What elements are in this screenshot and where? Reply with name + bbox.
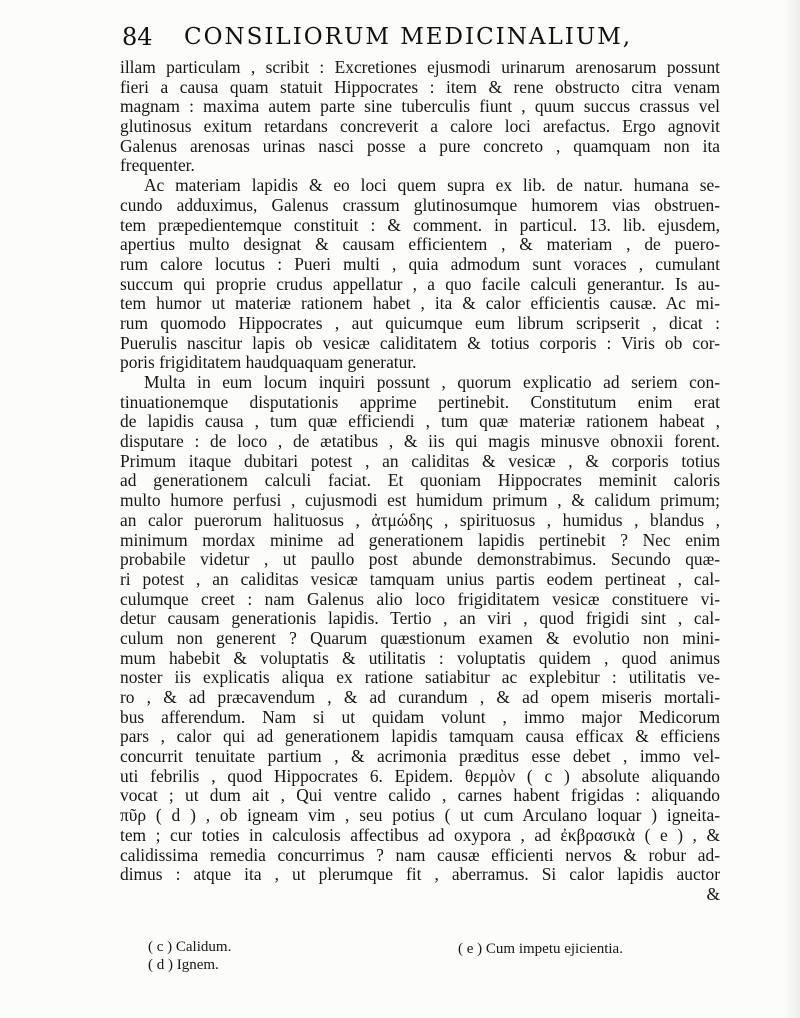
text-line: concurrit tenuitate partium , & acrimonia præditus esse debet , immo vel- [120, 747, 720, 767]
page-number: 84 [122, 23, 153, 51]
text-line: minimum mordax minime ad generationem lapidis pertinebit ? Nec enim [120, 530, 720, 550]
text-line: Primum itaque dubitari potest , an caliditas & vesicæ , & corporis totius [120, 451, 720, 471]
text-line: apertius multo designat & causam efficientem , & materiam , de puero- [120, 235, 720, 255]
text-line: tinuationemque disputationis apprime pertinebit. Constitutum enim erat [120, 392, 720, 412]
footnote-d: ( d ) Ignem. [148, 957, 219, 973]
text-line: frequenter. [120, 156, 195, 176]
text-line: cundo adduximus, Galenus crassum glutinosumque humorem vias obstruen- [120, 195, 720, 215]
text-line: Puerulis nascitur lapis ob vesicæ caliditatem & totius corporis : Viris ob cor- [120, 333, 720, 353]
text-line: illam particulam , scribit : Excretiones ejusmodi urinarum arenosarum possunt [120, 58, 720, 77]
text-line: culum non generent ? Quarum quæstionum examen & evolutio non mini- [120, 628, 720, 648]
text-line: multo humore perfusi , cujusmodi est humidum primum , & calidum primum; [120, 491, 720, 511]
text-line: magnam : maxima autem parte sine tuberculis fiunt , quum succus crassus vel [120, 97, 720, 117]
paragraph-first-line: Ac materiam lapidis & eo loci quem supra ex lib. de natur. humana se- [144, 176, 720, 196]
text-line: disputare : de loco , de ætatibus , & iis qui magis minusve obnoxii forent. [120, 432, 720, 452]
text-line: ad generationem calculi faciat. Et quoniam Hippocrates meminit caloris [120, 471, 720, 491]
text-line: calidissima remedia concurrimus ? nam causæ efficienti nervos & robur ad- [120, 845, 720, 865]
running-title: CONSILIORUM MEDICINALIUM, [184, 24, 633, 50]
text-line: tem præpedientemque constituit : & comment. in particul. 13. lib. ejusdem, [120, 215, 720, 235]
text-line: dimus : atque ita , ut plerumque fit , aberramus. Si calor lapidis auctor [120, 865, 720, 885]
text-line: an calor puerorum halituosus , ἀτμώδης , spirituosus , humidus , blandus , [120, 510, 720, 530]
page-edge-shadow [782, 0, 800, 1018]
text-line: fieri a causa quam statuit Hippocrates : item & rene obstructo citra venam [120, 77, 720, 97]
footnote-c: ( c ) Calidum. [148, 939, 232, 955]
text-line: uti febrilis , quod Hippocrates 6. Epidem. θερμὸν ( c ) absolute aliquando [120, 766, 720, 786]
text-line: Galenus arenosas urinas nasci posse a pure concreto , quamquam non ita [120, 136, 720, 156]
text-line: glutinosus exitum retardans concreverit a calore loci arefactus. Ergo agnovit [120, 117, 720, 137]
text-line: mum habebit & voluptatis & utilitatis : voluptatis quidem , quod animus [120, 648, 720, 668]
text-line: culumque creet : nam Galenus alio loco frigiditatem vesicæ constituere vi- [120, 589, 720, 609]
footnote-e: ( e ) Cum impetu ejicientia. [458, 941, 623, 957]
text-line: rum quomodo Hippocrates , aut quicumque eum librum scripserit , dicat : [120, 313, 720, 333]
paragraph-first-line: Multa in eum locum inquiri possunt , quorum explicatio ad seriem con- [144, 373, 720, 392]
text-line: poris frigiditatem haudquaquam generatur. [120, 353, 417, 373]
text-line: probabile videtur , ut paullo post abunde demonstrabimus. Secundo quæ- [120, 550, 720, 570]
text-line: succum qui proprie crudus appellatur , a quo facile calculi generantur. Is au- [120, 274, 720, 294]
catchword: & [706, 884, 720, 904]
text-line: πῦρ ( d ) , ob igneam vim , seu potius ( ut cum Arculano loquar ) igneita- [120, 806, 720, 826]
page-header [122, 22, 682, 52]
text-line: detur causam generationis lapidis. Tertio , an viri , quod frigidi sint , cal- [120, 609, 720, 629]
text-line: tem humor ut materiæ rationem habet , ita & calor efficientis causæ. Ac mi- [120, 294, 720, 314]
text-line: vocat ; ut dum ait , Qui ventre calido , carnes habent frigidas : aliquando [120, 786, 720, 806]
text-line: ri potest , an caliditas vesicæ tamquam unius partis eodem pertineat , cal- [120, 569, 720, 589]
text-line: bus afferendum. Nam si ut quidam volunt , immo major Medicorum [120, 707, 720, 727]
text-line: de lapidis causa , tum quæ efficiendi , tum quæ materiæ rationem habeat , [120, 412, 720, 432]
text-line: pars , calor qui ad generationem lapidis tamquam causa efficax & efficiens [120, 727, 720, 747]
text-line: noster iis explicatis aliqua ex ratione satiabitur ac explebitur : utilitatis ve- [120, 668, 720, 688]
body-text [120, 58, 720, 905]
text-line: tem ; cur toties in calculosis affectibus ad oxypora , ad ἐκβρασικὰ ( e ) , & [120, 825, 720, 845]
text-line: rum calore locutus : Pueri multi , quia admodum sunt voraces , cumulant [120, 254, 720, 274]
text-line: ro , & ad præcavendum , & ad curandum , & ad opem miseris mortali- [120, 688, 720, 707]
